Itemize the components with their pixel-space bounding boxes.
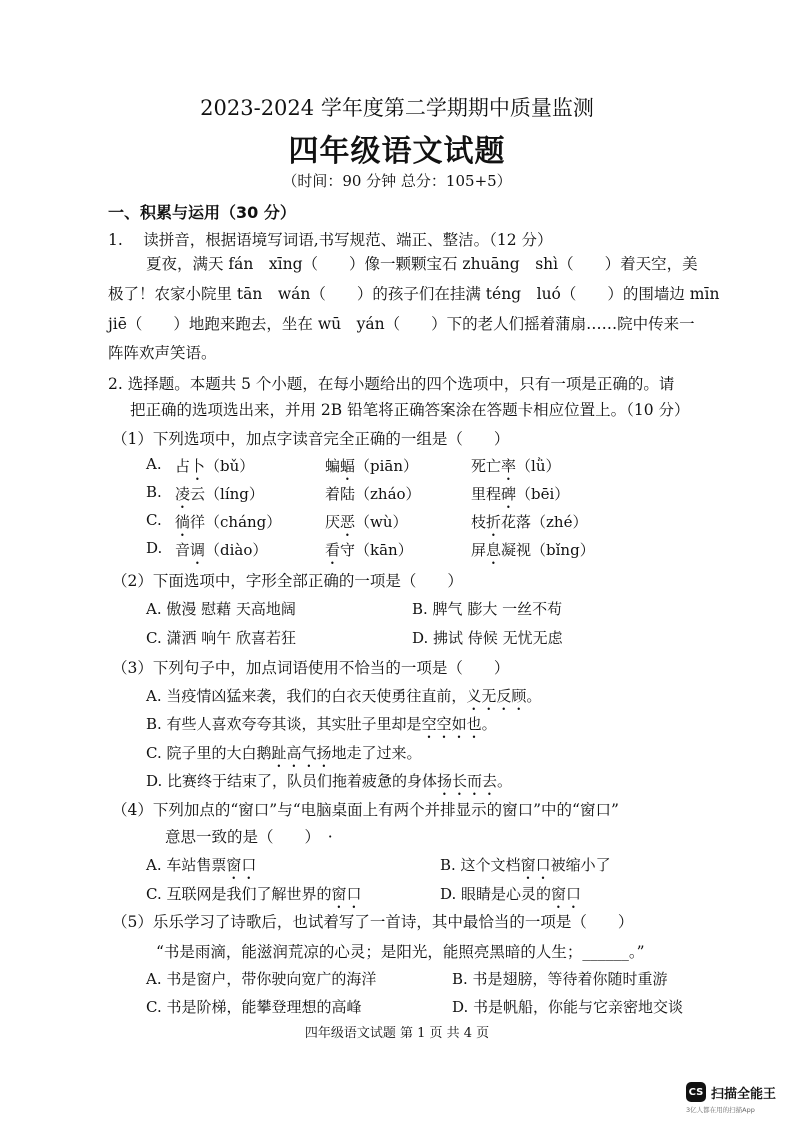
option-d: D. 书是帆船，你能与它亲密地交谈 [452,998,684,1016]
passage-line-3: jiē（ ）地跑来跑去，坐在 wū yán（ ）下的老人们摇着蒲扇……院中传来一 [108,315,695,333]
option-c: C. 院子里的大白鹅趾高气扬地走了过来。 [146,744,422,762]
option-b: B. 书是翅膀，等待着你随时重游 [452,970,668,988]
sub-question-3-stem: （3）下列句子中，加点词语使用不恰当的一项是（ ） [112,659,510,677]
option-c: C. 潇洒 响午 欣喜若狂 [146,629,297,647]
sub-question-2-stem: （2）下面选项中，字形全部正确的一项是（ ） [112,572,463,590]
option-a-letter: A. [146,455,162,473]
passage-line-2: 极了！农家小院里 tān wán（ ）的孩子们在挂满 téng luó（ ）的围墙边 mīn [108,285,720,303]
page-footer: 四年级语文试题 第 1 页 共 4 页 [304,1026,490,1041]
passage-line-1: 夏夜，满天 fán xīng（ ）像一颗颗宝石 zhuāng shì（ ）着天空，美 [146,255,698,273]
question-1-stem: 1. 读拼音，根据语境写词语,书写规范、端正、整洁。（12 分） [108,231,553,249]
question-2-stem-line-1: 2. 选择题。本题共 5 个小题，在每小题给出的四个选项中，只有一项是正确的。请 [108,375,675,393]
exam-meta: （时间：90 分钟 总分：105+5） [282,172,512,190]
option-c-item-2: 厌恶（wù） [325,513,408,531]
scanner-app-name: 扫描全能王 [711,1087,777,1102]
sub-question-5-stem: （5）乐乐学习了诗歌后，也试着写了一首诗，其中最恰当的一项是（ ） [112,913,634,931]
sub-question-1-stem: （1）下列选项中，加点字读音完全正确的一组是（ ） [112,430,510,448]
option-c: C. 书是阶梯，能攀登理想的高峰 [146,998,362,1016]
option-a: A. 书是窗户，带你驶向宽广的海洋 [146,970,377,988]
exam-period-line: 2023-2024 学年度第二学期期中质量监测 [200,96,594,120]
option-a: A. 车站售票窗口 [146,856,257,874]
option-d: D. 拂试 侍候 无忧无虑 [412,629,563,647]
option-d-item-2: 看守（kān） [325,541,413,559]
option-d-item-1: 音调（diào） [175,541,268,559]
option-d-letter: D. [146,539,163,557]
option-b-item-1: 凌云（líng） [175,485,264,503]
option-a-item-2: 蝙蝠（piān） [325,457,419,475]
option-b: B. 有些人喜欢夸夸其谈，其实肚子里却是空空如也。 [146,715,497,733]
option-a: A. 傲漫 慰藉 天高地阔 [146,600,296,618]
option-d: D. 比赛终于结束了，队员们拖着疲惫的身体扬长而去。 [146,772,513,790]
poem-quote: “书是雨滴，能滋润荒凉的心灵；是阳光，能照亮黑暗的人生；______。” [156,943,645,961]
option-b: B. 这个文档窗口被缩小了 [440,856,611,874]
option-c: C. 互联网是我们了解世界的窗口 [146,885,362,903]
option-b-letter: B. [146,483,162,501]
option-a-item-3: 死亡率（lǜ） [471,457,561,475]
page-title: 四年级语文试题 [288,134,506,169]
option-b-item-2: 着陆（zháo） [325,485,421,503]
option-d: D. 眼睛是心灵的窗口 [440,885,582,903]
scanner-tagline: 3亿人都在用的扫描App [686,1106,755,1114]
section-heading: 一、积累与运用（30 分） [108,203,296,222]
option-c-letter: C. [146,511,162,529]
passage-line-4: 阵阵欢声笑语。 [108,344,217,362]
option-b: B. 脾气 膨大 一丝不苟 [412,600,563,618]
option-a: A. 当疫情凶猛来袭，我们的白衣天使勇往直前，义无反顾。 [146,687,542,705]
option-b-item-3: 里程碑（bēi） [471,485,570,503]
sub-question-4-stem-line-2: 意思一致的是（ ） · [165,828,333,846]
option-d-item-3: 屏息凝视（bǐng） [471,541,595,559]
camscanner-logo-icon: CS [686,1082,706,1102]
option-a-item-1: 占卜（bǔ） [175,457,255,475]
sub-question-4-stem: （4）下列加点的“窗口”与“电脑桌面上有两个并排显示的窗口”中的“窗口” [112,801,619,819]
option-c-item-3: 枝折花落（zhé） [471,513,588,531]
question-2-stem-line-2: 把正确的选项选出来，并用 2B 铅笔将正确答案涂在答题卡相应位置上。（10 分） [130,401,690,419]
scanner-watermark [686,1079,790,1119]
option-c-item-1: 徜徉（cháng） [175,513,282,531]
